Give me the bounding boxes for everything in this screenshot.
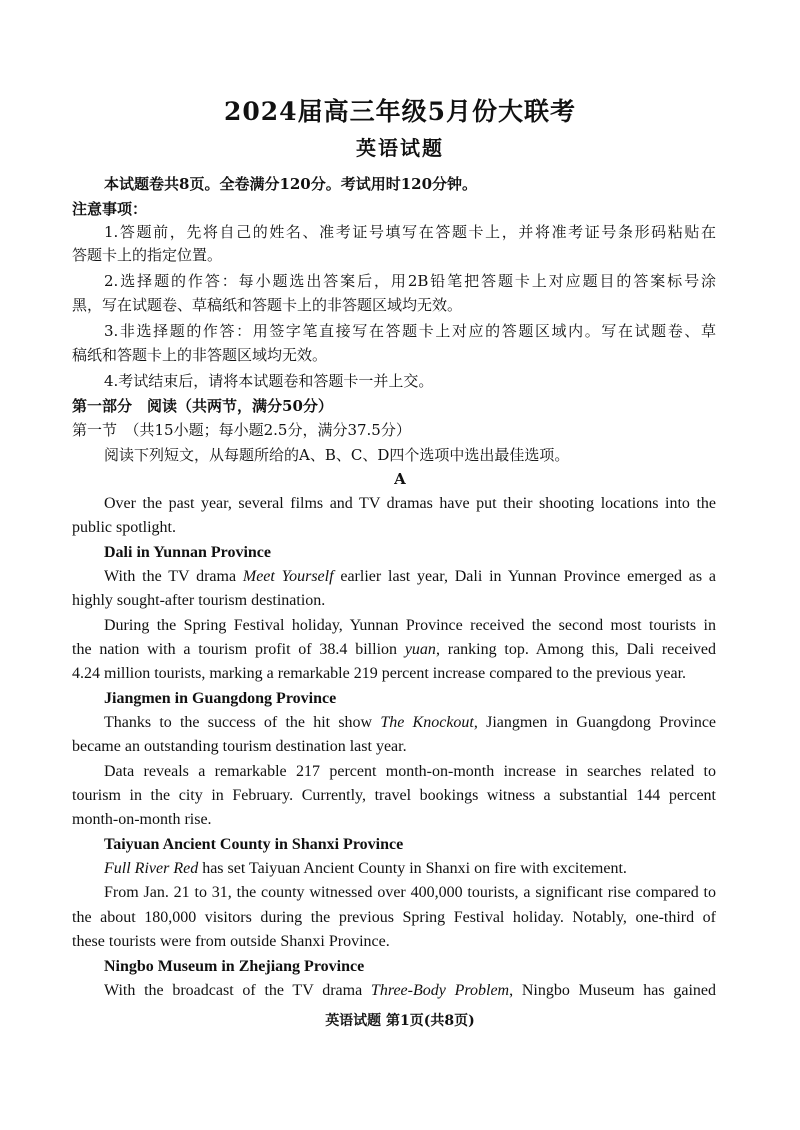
section-heading-ningbo: Ningbo Museum in Zhejiang Province (104, 958, 365, 975)
passage-label: A (394, 470, 406, 488)
passage-intro: Over the past year, several films and TV dramas have put their shooting locations into the (104, 495, 716, 512)
film-title: Full River Red (104, 860, 199, 877)
section-heading-jiangmen: Jiangmen in Guangdong Province (104, 690, 337, 707)
notice-heading: 注意事项： (72, 200, 148, 218)
notice-item-1: 1.答题前，先将自己的姓名、准考证号填写在答题卡上，并将准考证号条形码粘贴在 (104, 223, 716, 241)
taiyuan-paragraph-1: Full River Red has set Taiyuan Ancient County in Shanxi on fire with excitement. (104, 860, 627, 877)
section-heading-taiyuan: Taiyuan Ancient County in Shanxi Province (104, 836, 404, 853)
taiyuan-paragraph-2: From Jan. 21 to 31, the county witnessed over 400,000 tourists, a significant rise compared to (104, 884, 716, 901)
page-footer: 英语试题 第1页(共8页) (325, 1013, 475, 1029)
section1-heading: 第一节 （共15小题；每小题2.5分，满分37.5分） (72, 421, 411, 439)
jiangmen-paragraph-2: Data reveals a remarkable 217 percent month-on-month increase in searches related to (104, 763, 716, 780)
notice-item-3-cont: 稿纸和答题卡上的非答题区域均无效。 (72, 346, 328, 364)
passage-intro-cont: public spotlight. (72, 519, 176, 536)
exam-intro: 本试题卷共8页。全卷满分120分。考试用时120分钟。 (104, 175, 478, 193)
jiangmen-paragraph-1-cont: became an outstanding tourism destination last year. (72, 738, 407, 755)
jiangmen-paragraph-2-cont: tourism in the city in February. Currently, travel bookings witness a substantial 144 percent (72, 787, 716, 804)
exam-subtitle: 英语试题 (356, 136, 444, 160)
dali-paragraph-2-cont: the nation with a tourism profit of 38.4 billion yuan, ranking top. Among this, Dali received (72, 641, 717, 658)
ningbo-paragraph-1: With the broadcast of the TV drama Three-Body Problem, Ningbo Museum has gained (104, 982, 717, 999)
drama-title: Meet Yourself (242, 568, 334, 585)
jiangmen-paragraph-1: Thanks to the success of the hit show The Knockout, Jiangmen in Guangdong Province (104, 714, 717, 731)
notice-item-2-cont: 黑，写在试题卷、草稿纸和答题卡上的非答题区域均无效。 (72, 296, 463, 314)
jiangmen-paragraph-2-end: month-on-month rise. (72, 811, 212, 828)
dali-paragraph-1: With the TV drama Meet Yourself earlier last year, Dali in Yunnan Province emerged as a (104, 568, 716, 585)
notice-item-3: 3.非选择题的作答：用签字笔直接写在答题卡上对应的答题区域内。写在试题卷、草 (104, 322, 716, 340)
section1-instruction: 阅读下列短文，从每题所给的A、B、C、D四个选项中选出最佳选项。 (104, 446, 570, 464)
notice-item-2: 2.选择题的作答：每小题选出答案后，用2B铅笔把答题卡上对应题目的答案标号涂 (104, 272, 716, 290)
notice-item-1-cont: 答题卡上的指定位置。 (72, 246, 223, 264)
taiyuan-paragraph-2-end: these tourists were from outside Shanxi Province. (72, 933, 390, 950)
taiyuan-paragraph-2-cont: the about 180,000 visitors during the previous Spring Festival holiday. Notably, one-third of (72, 909, 716, 926)
section-heading-dali: Dali in Yunnan Province (104, 544, 272, 561)
dali-paragraph-2-end: 4.24 million tourists, marking a remarkable 219 percent increase compared to the previous year. (72, 665, 687, 682)
notice-item-4: 4.考试结束后，请将本试题卷和答题卡一并上交。 (104, 372, 434, 390)
currency-term: yuan (404, 641, 436, 658)
dali-paragraph-2: During the Spring Festival holiday, Yunnan Province received the second most tourists in (104, 617, 716, 634)
exam-title: 2024届高三年级5月份大联考 (224, 97, 576, 126)
show-title: The Knockout (380, 714, 474, 731)
drama-title-ningbo: Three-Body Problem (370, 982, 510, 999)
part1-heading: 第一部分 阅读（共两节，满分50分） (72, 397, 333, 415)
dali-paragraph-1-cont: highly sought-after tourism destination. (72, 592, 326, 609)
